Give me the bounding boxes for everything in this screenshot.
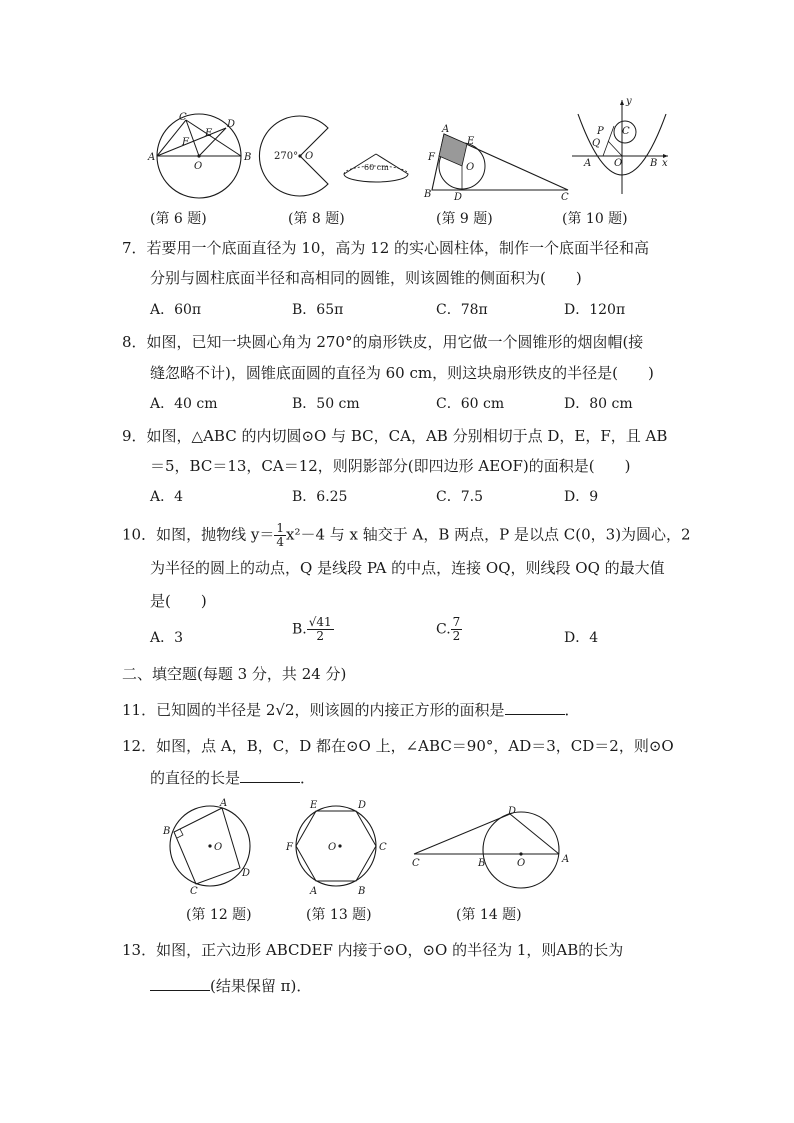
svg-text:D: D: [508, 806, 517, 817]
q8-option-c: C．60 cm: [436, 396, 505, 412]
q10-option-b-den: 2: [316, 629, 325, 643]
q13-line2-post: (结果保留 π)．: [210, 977, 312, 995]
svg-text:x: x: [662, 158, 668, 169]
q11-post: ．: [564, 701, 580, 719]
figure-q8-cone: [340, 152, 412, 192]
svg-text:C: C: [622, 126, 630, 137]
svg-text:y: y: [626, 96, 632, 107]
q12-line1: 12．如图，点 A，B，C，D 都在⊙O 上，∠ABC＝90°，AD＝3，CD＝2，则⊙O: [122, 737, 674, 755]
q9-option-c: C．7.5: [436, 489, 483, 505]
q11-answer-blank[interactable]: [505, 700, 565, 715]
svg-text:B: B: [244, 152, 252, 163]
q10-option-a: A．3: [150, 630, 184, 646]
svg-text:F: F: [182, 137, 189, 148]
q10-frac-den: 4: [276, 535, 284, 549]
svg-text:A: A: [220, 798, 228, 809]
figure-q14: [406, 808, 576, 894]
svg-text:A: A: [584, 158, 592, 169]
q10-option-b-num: √41: [308, 615, 332, 629]
svg-text:A: A: [148, 152, 156, 163]
svg-text:O: O: [466, 162, 475, 173]
caption-q10: (第 10 题): [562, 211, 628, 227]
q11-pre: 11．已知圆的半径是 2√2，则该圆的内接正方形的面积是: [122, 701, 505, 719]
q8-option-b: B．50 cm: [292, 396, 360, 412]
q8-option-a: A．40 cm: [150, 396, 218, 412]
svg-text:B: B: [650, 158, 658, 169]
q10-option-b-frac: [307, 616, 334, 643]
svg-text:A: A: [442, 124, 450, 135]
caption-q6: (第 6 题): [150, 211, 207, 227]
svg-text:O: O: [214, 842, 223, 853]
q10-line2: 为半径的圆上的动点，Q 是线段 PA 的中点，连接 OQ，则线段 OQ 的最大值: [150, 559, 665, 577]
svg-text:O: O: [305, 151, 314, 162]
q10-line1-post: x²－4 与 x 轴交于 A，B 两点，P 是以点 C(0，3)为圆心，2: [285, 525, 691, 544]
q9-option-b: B．6.25: [292, 489, 348, 505]
q10-option-c: [436, 616, 462, 643]
q10-frac-num: 1: [276, 521, 284, 535]
q9-line1: 9．如图，△ABC 的内切圆⊙O 与 BC，CA，AB 分别相切于点 D，E，F，且 AB: [122, 427, 668, 445]
q7-option-c: C．78π: [436, 302, 488, 318]
svg-text:E: E: [310, 800, 318, 811]
q8-line1: 8．如图，已知一块圆心角为 270°的扇形铁皮，用它做一个圆锥形的烟囱帽(接: [122, 333, 644, 351]
figure-q8-sector: [258, 114, 338, 198]
svg-text:270°: 270°: [274, 151, 299, 162]
svg-text:D: D: [242, 868, 251, 879]
q10-fraction: [274, 522, 286, 549]
caption-q8: (第 8 题): [288, 211, 345, 227]
caption-q12: (第 12 题): [186, 907, 252, 923]
svg-text:D: D: [454, 192, 463, 203]
caption-q13: (第 13 题): [306, 907, 372, 923]
q9-option-d: D．9: [564, 489, 599, 505]
svg-text:A: A: [562, 854, 570, 865]
q8-line2: 缝忽略不计)，圆锥底面圆的直径为 60 cm，则这块扇形铁皮的半径是( ): [150, 364, 654, 382]
svg-text:E: E: [205, 128, 213, 139]
svg-text:O: O: [194, 161, 203, 172]
svg-text:D: D: [227, 119, 236, 130]
q13-line1: 13．如图，正六边形 ABCDEF 内接于⊙O，⊙O 的半径为 1，则AB的长为: [122, 941, 624, 959]
figure-q6: [148, 112, 254, 194]
q11-line: [122, 700, 580, 720]
q13-answer-blank[interactable]: [150, 976, 210, 991]
q8-option-d: D．80 cm: [564, 396, 633, 412]
caption-q9: (第 9 题): [436, 211, 493, 227]
q10-option-d: D．4: [564, 630, 599, 646]
q10-option-b: [292, 616, 334, 643]
svg-text:F: F: [428, 152, 435, 163]
svg-text:C: C: [412, 858, 420, 869]
q12-line2-post: ．: [300, 769, 316, 787]
svg-text:Q: Q: [592, 138, 601, 149]
svg-text:O: O: [328, 842, 337, 853]
svg-text:B: B: [163, 826, 171, 837]
q10-line3: 是( ): [150, 592, 207, 610]
q7-line1: 7．若要用一个底面直径为 10，高为 12 的实心圆柱体，制作一个底面半径和高: [122, 239, 650, 257]
q7-option-b: B．65π: [292, 302, 344, 318]
svg-text:P: P: [597, 126, 604, 137]
q7-option-a: A．60π: [150, 302, 202, 318]
figure-q13: [284, 796, 387, 897]
svg-text:C: C: [561, 192, 569, 203]
svg-text:O: O: [614, 158, 623, 169]
svg-text:60 cm: 60 cm: [364, 163, 389, 172]
caption-q14: (第 14 题): [456, 907, 522, 923]
q12-line2-pre: 的直径的长是: [150, 769, 241, 787]
figure-q10: [570, 96, 674, 196]
q10-option-c-den: 2: [452, 629, 461, 643]
q12-answer-blank[interactable]: [240, 768, 300, 783]
q10-line1: [122, 522, 691, 549]
svg-text:C: C: [379, 842, 387, 853]
q10-option-c-label: C.: [436, 621, 451, 638]
q13-line2: [150, 976, 311, 996]
q12-line2: [150, 768, 315, 788]
q7-option-d: D．120π: [564, 302, 626, 318]
figure-q12: [160, 796, 260, 896]
q9-option-a: A．4: [150, 489, 184, 505]
svg-text:B: B: [478, 858, 486, 869]
q10-option-c-num: 7: [452, 615, 461, 629]
q10-option-c-frac: [451, 616, 463, 643]
svg-text:B: B: [358, 886, 366, 897]
svg-text:D: D: [358, 800, 367, 811]
section-2-heading: 二、填空题(每题 3 分，共 24 分): [122, 665, 347, 683]
figure-q9: [420, 122, 580, 202]
q10-line1-pre: 10．如图，抛物线 y＝: [122, 525, 275, 544]
svg-text:C: C: [190, 886, 198, 897]
svg-text:O: O: [517, 858, 526, 869]
q7-line2: 分别与圆柱底面半径和高相同的圆锥，则该圆锥的侧面积为( ): [150, 269, 582, 287]
svg-text:C: C: [179, 112, 187, 123]
svg-text:E: E: [467, 136, 475, 147]
q9-line2: ＝5，BC＝13，CA＝12，则阴影部分(即四边形 AEOF)的面积是( ): [150, 457, 631, 475]
svg-text:B: B: [424, 189, 432, 200]
svg-text:F: F: [286, 842, 293, 853]
svg-text:A: A: [310, 886, 318, 897]
q10-option-b-label: B.: [292, 621, 307, 638]
